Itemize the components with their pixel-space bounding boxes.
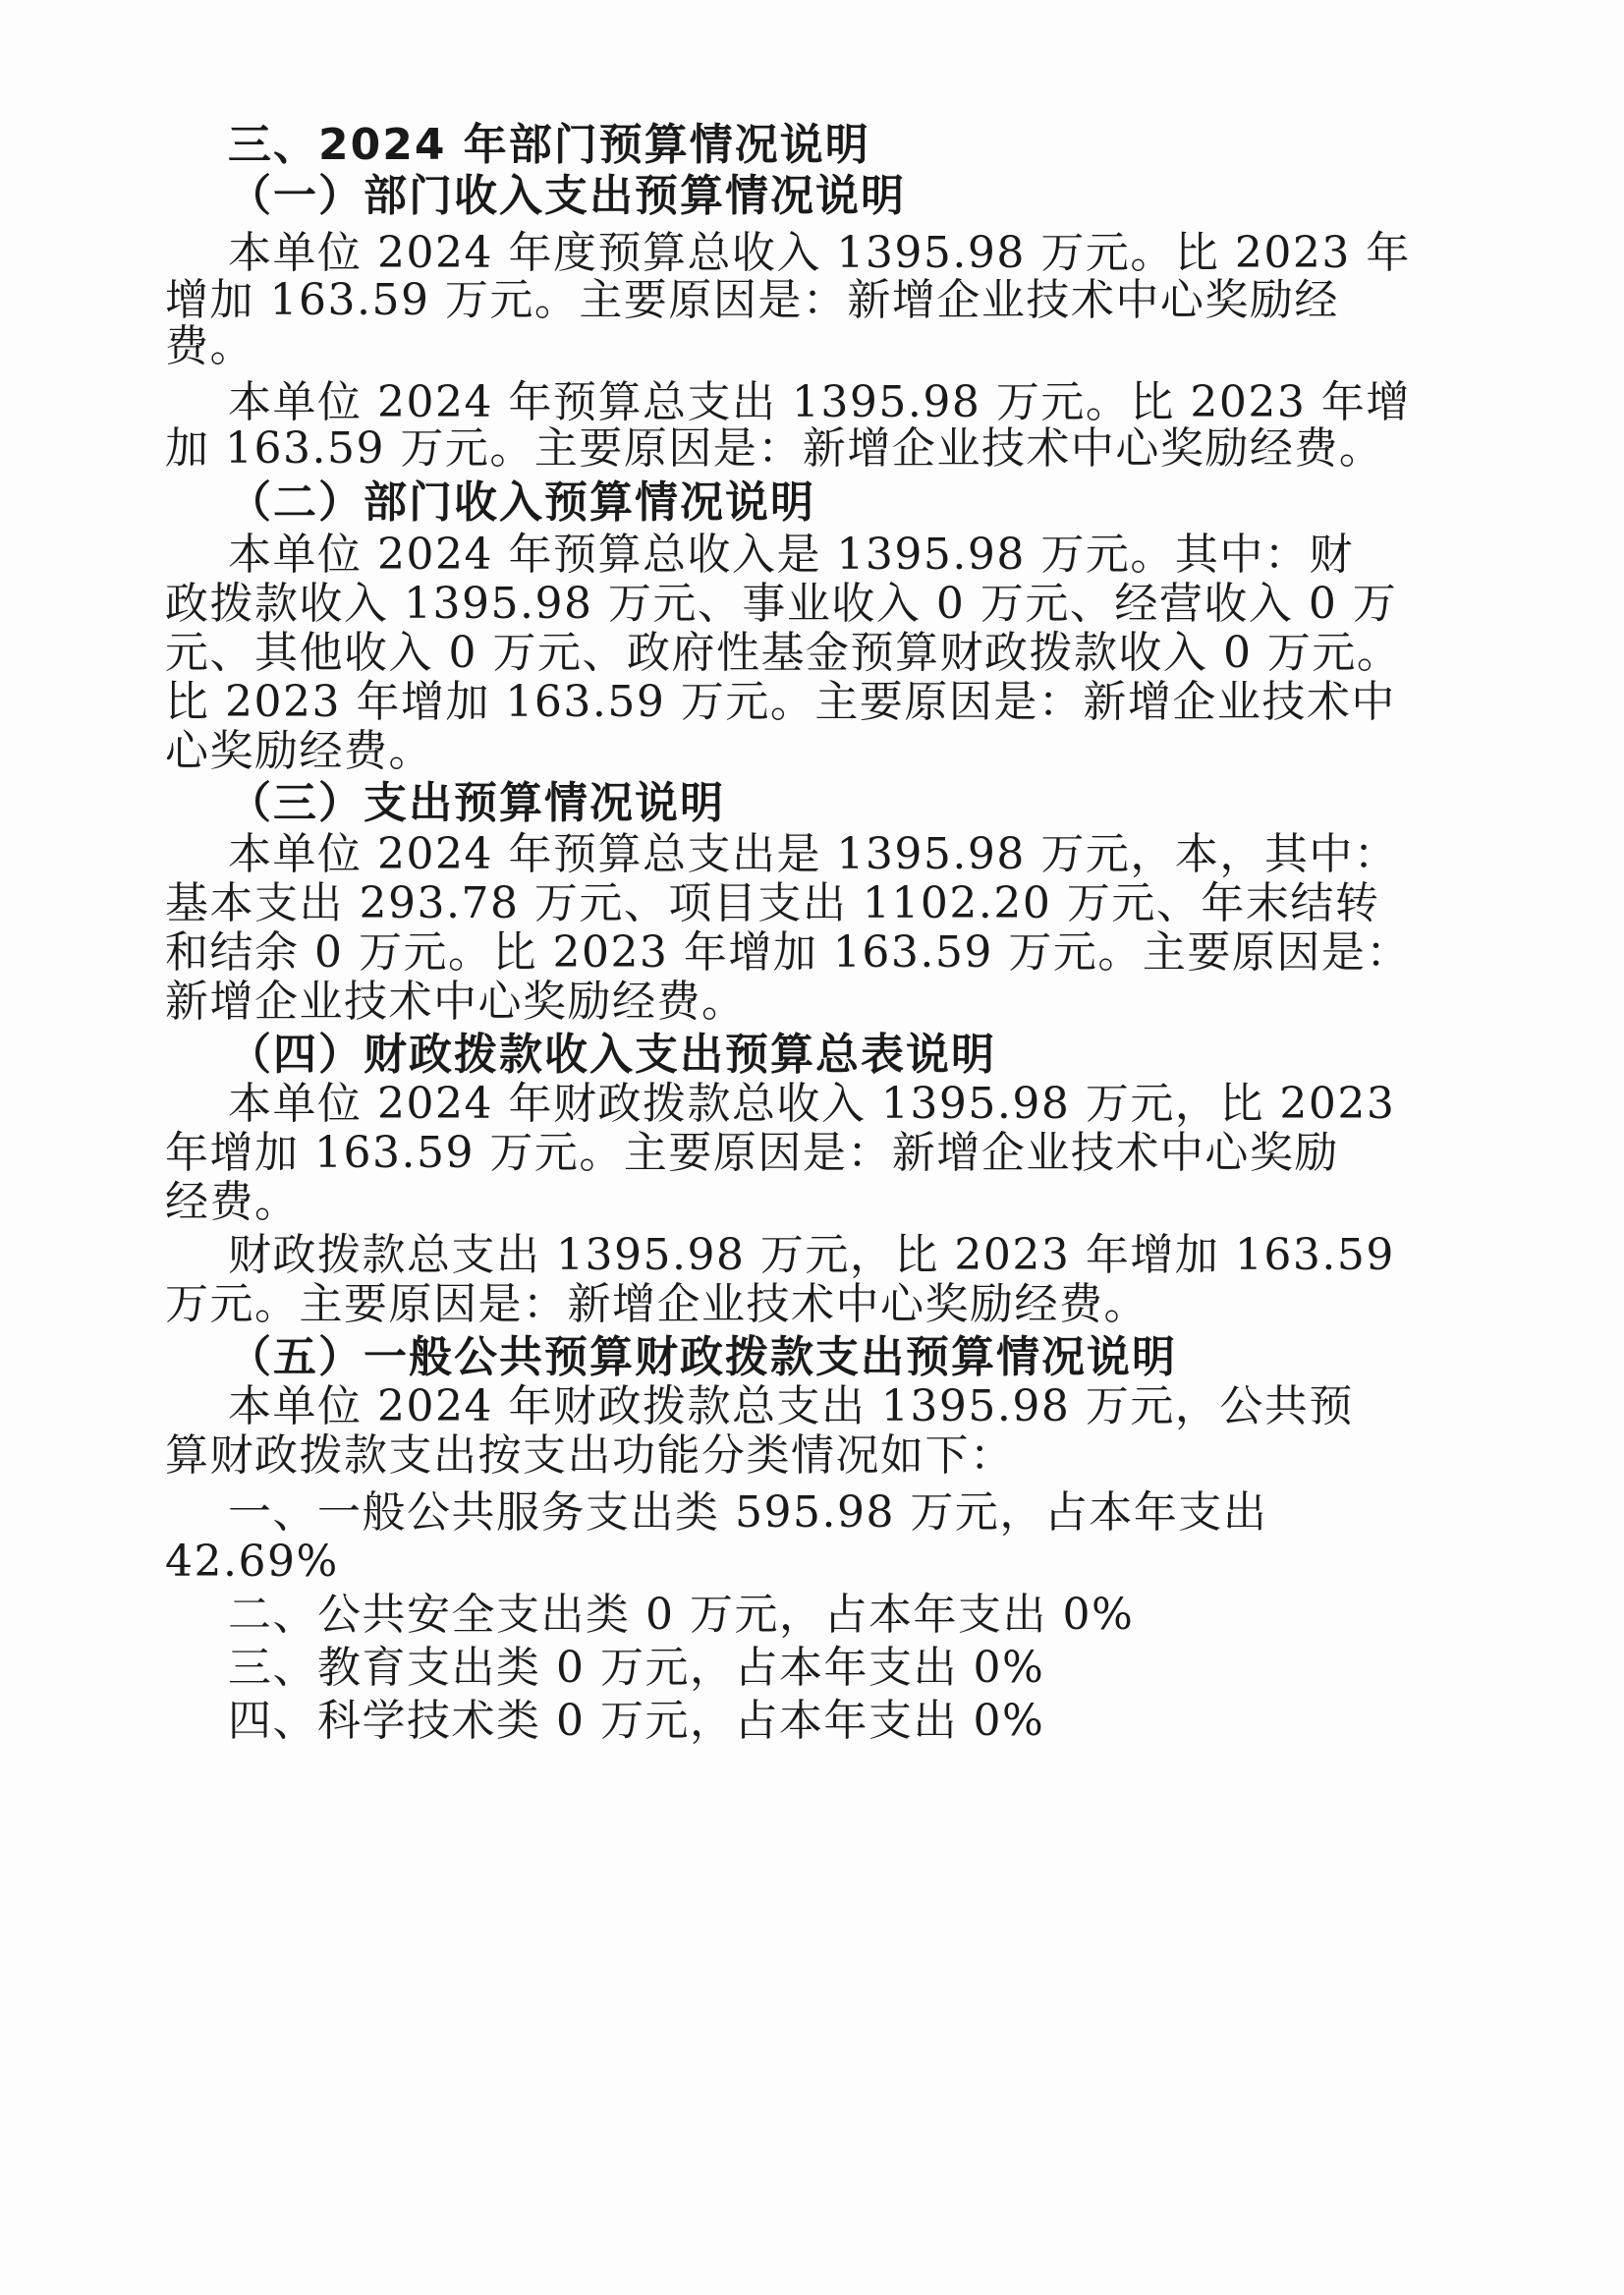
list-item: 一、一般公共服务支出类 595.98 万元，占本年支出	[228, 1487, 1268, 1538]
paragraph-line: 本单位 2024 年财政拨款总收入 1395.98 万元，比 2023	[228, 1079, 1396, 1129]
subsection-heading-4: （四）财政拨款收入支出预算总表说明	[228, 1030, 996, 1080]
paragraph-line: 基本支出 293.78 万元、项目支出 1102.20 万元、年末结转	[165, 878, 1380, 928]
paragraph-line: 本单位 2024 年预算总支出 1395.98 万元。比 2023 年增	[228, 377, 1411, 427]
list-item: 三、教育支出类 0 万元，占本年支出 0%	[228, 1643, 1045, 1693]
paragraph-line: 本单位 2024 年财政拨款总支出 1395.98 万元，公共预	[228, 1381, 1354, 1431]
subsection-heading-3: （三）支出预算情况说明	[228, 778, 725, 828]
paragraph-line: 本单位 2024 年度预算总收入 1395.98 万元。比 2023 年	[228, 228, 1411, 278]
list-item: 二、公共安全支出类 0 万元，占本年支出 0%	[228, 1590, 1135, 1640]
section-title: 三、2024 年部门预算情况说明	[228, 120, 870, 170]
paragraph-line: 费。	[165, 321, 254, 371]
paragraph-line: 和结余 0 万元。比 2023 年增加 163.59 万元。主要原因是：	[165, 927, 1411, 978]
paragraph-line: 增加 163.59 万元。主要原因是：新增企业技术中心奖励经	[165, 275, 1339, 325]
paragraph-line: 财政拨款总支出 1395.98 万元，比 2023 年增加 163.59	[228, 1230, 1395, 1280]
paragraph-line: 算财政拨款支出按支出功能分类情况如下：	[165, 1430, 1015, 1481]
paragraph-line: 元、其他收入 0 万元、政府性基金预算财政拨款收入 0 万元。	[165, 628, 1402, 678]
paragraph-line: 新增企业技术中心奖励经费。	[165, 977, 747, 1027]
subsection-heading-2: （二）部门收入预算情况说明	[228, 477, 815, 528]
list-item: 四、科学技术类 0 万元，占本年支出 0%	[228, 1696, 1045, 1746]
subsection-heading-5: （五）一般公共预算财政拨款支出预算情况说明	[228, 1332, 1177, 1382]
paragraph-line: 万元。主要原因是：新增企业技术中心奖励经费。	[165, 1279, 1148, 1329]
list-item-continuation: 42.69%	[165, 1537, 339, 1587]
paragraph-line: 心奖励经费。	[165, 726, 433, 776]
paragraph-line: 本单位 2024 年预算总收入是 1395.98 万元。其中：财	[228, 530, 1354, 580]
paragraph-line: 政拨款收入 1395.98 万元、事业收入 0 万元、经营收入 0 万	[165, 579, 1398, 629]
subsection-heading-1: （一）部门收入支出预算情况说明	[228, 171, 906, 221]
paragraph-line: 年增加 163.59 万元。主要原因是：新增企业技术中心奖励	[165, 1128, 1339, 1178]
paragraph-line: 本单位 2024 年预算总支出是 1395.98 万元，本，其中：	[228, 829, 1399, 879]
paragraph-line: 经费。	[165, 1177, 300, 1227]
paragraph-line: 加 163.59 万元。主要原因是：新增企业技术中心奖励经费。	[165, 423, 1384, 474]
paragraph-line: 比 2023 年增加 163.59 万元。主要原因是：新增企业技术中	[165, 677, 1396, 727]
